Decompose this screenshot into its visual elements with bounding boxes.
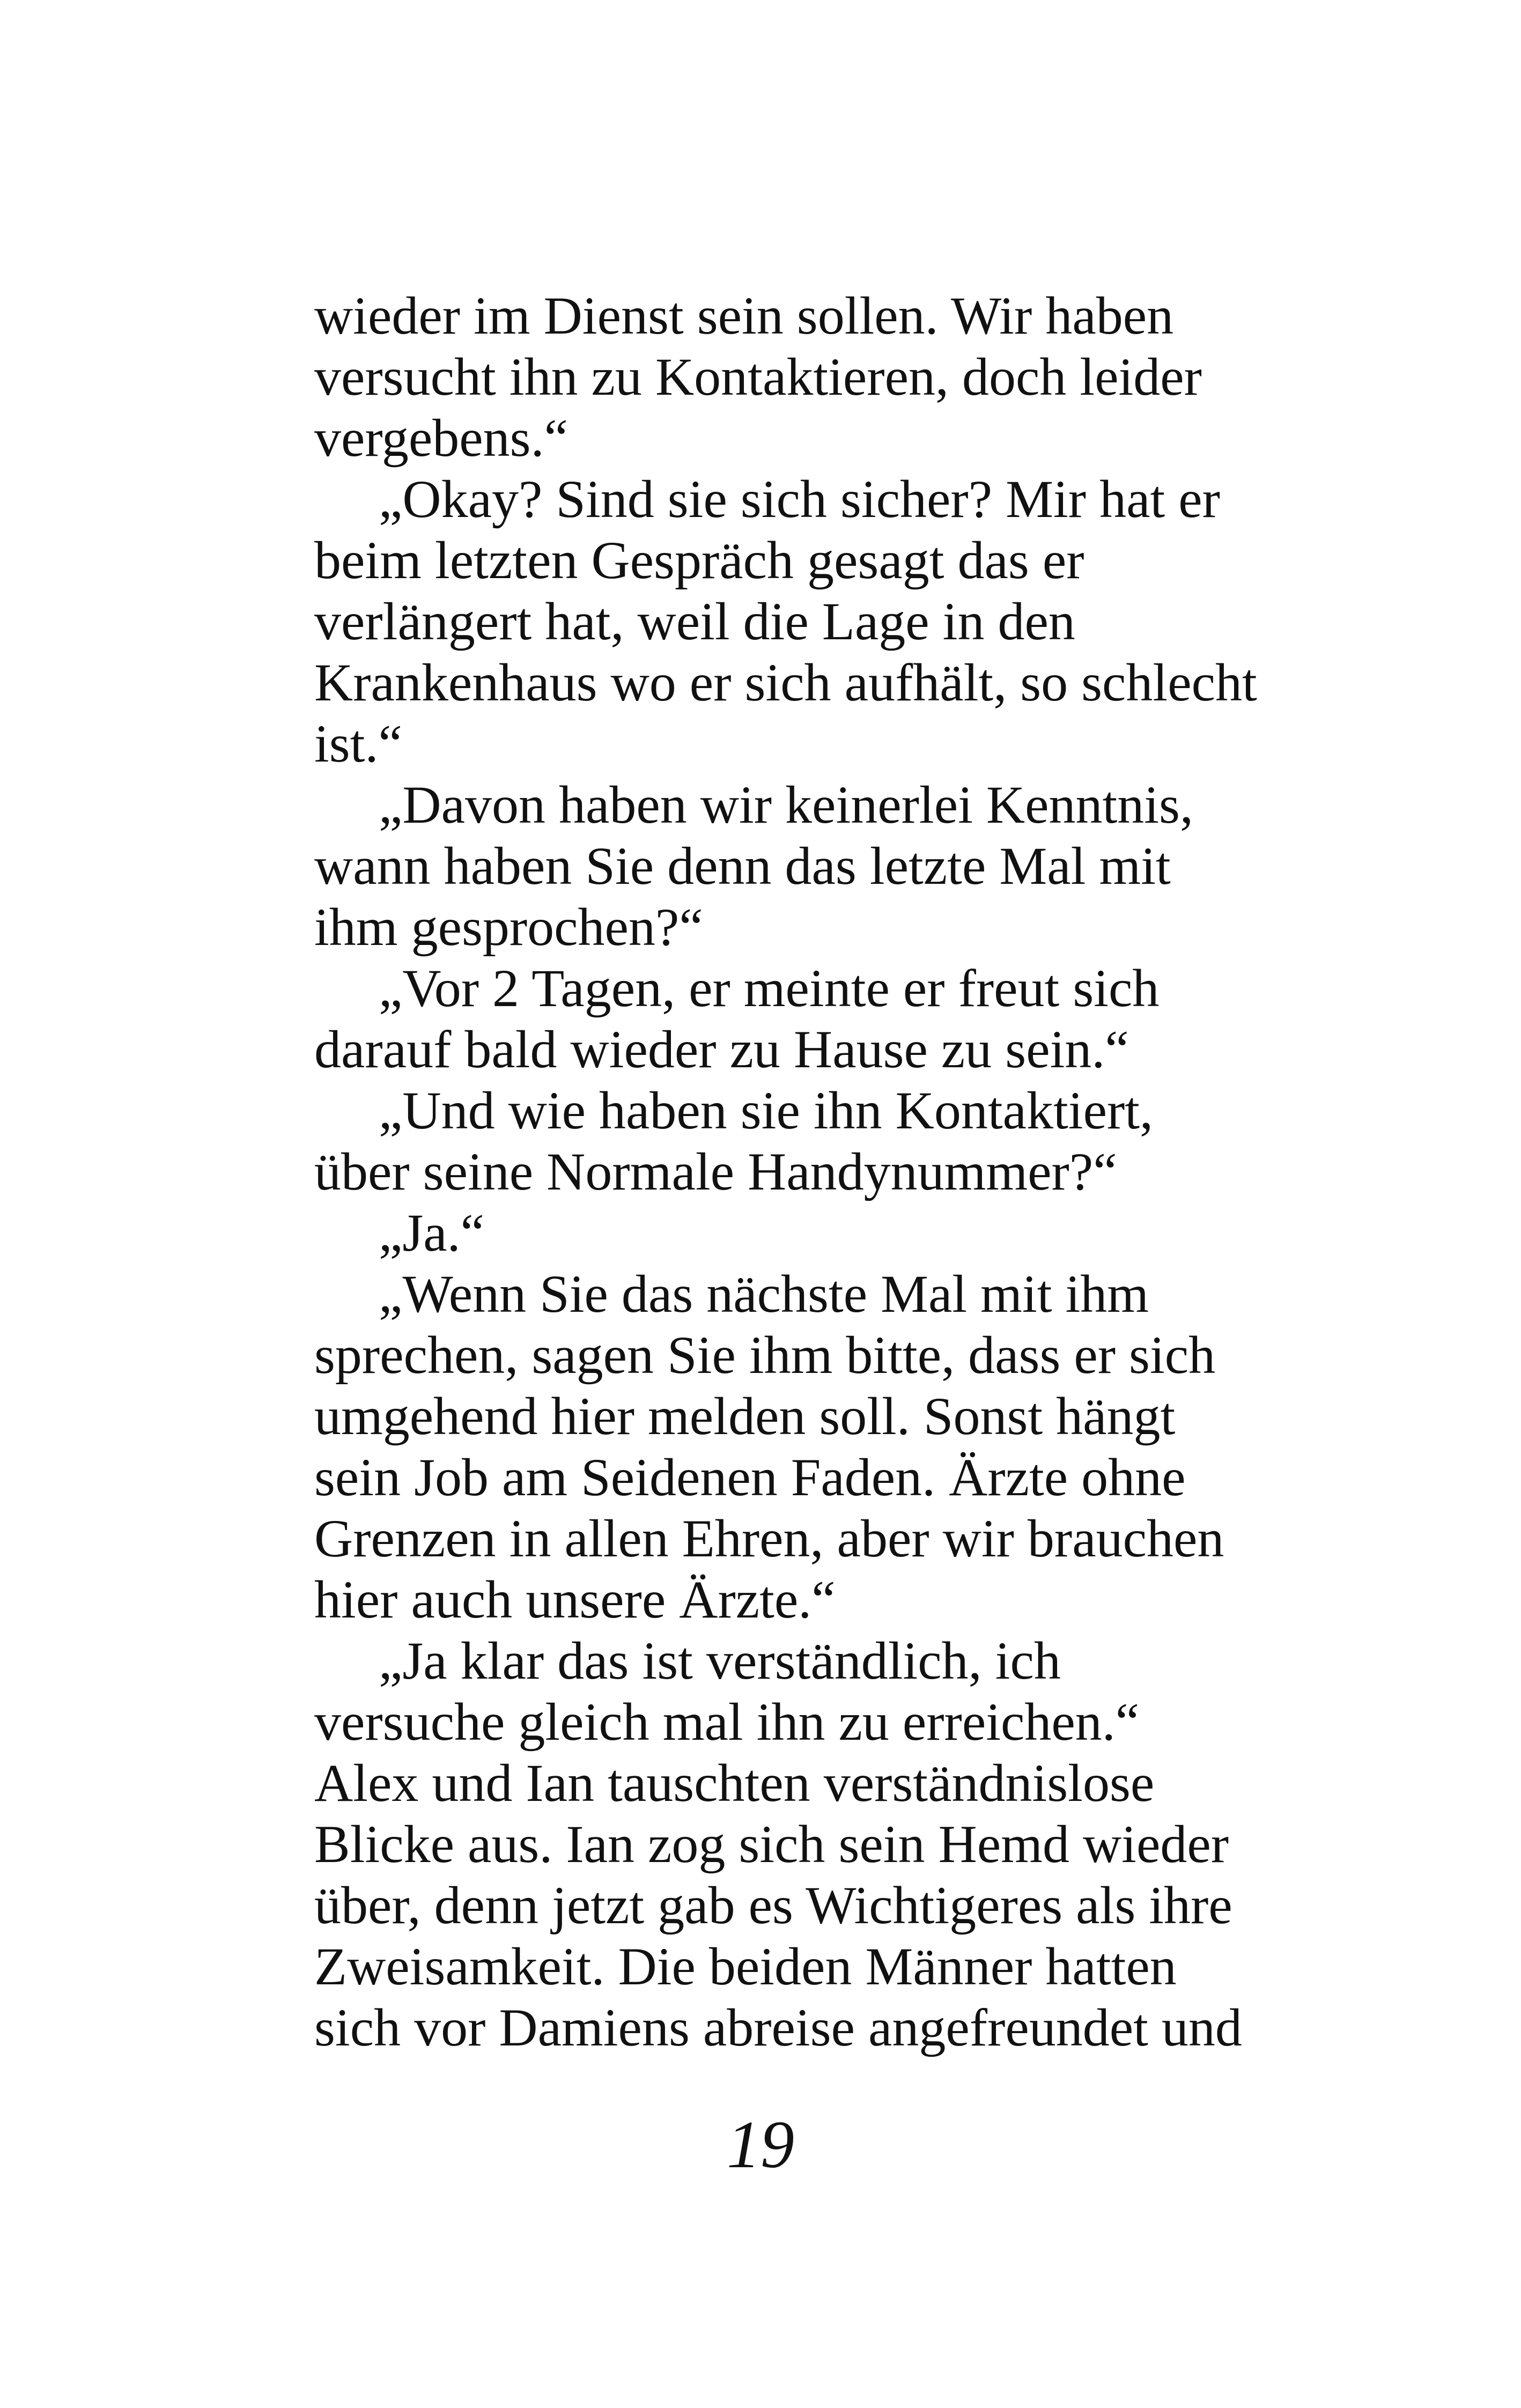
text-line: ihm gesprochen?“	[314, 897, 703, 957]
text-line: ist.“	[314, 714, 402, 773]
text-line: „Davon haben wir keinerlei Kenntnis,	[379, 775, 1193, 834]
text-line: versucht ihn zu Kontaktieren, doch leider	[314, 347, 1202, 407]
text-line: verlängert hat, weil die Lage in den	[314, 592, 1075, 651]
text-line: hier auch unsere Ärzte.“	[314, 1570, 836, 1629]
text-line: „Okay? Sind sie sich sicher? Mir hat er	[379, 469, 1220, 529]
text-line: „Und wie haben sie ihn Kontaktiert,	[379, 1081, 1154, 1140]
text-line: Krankenhaus wo er sich aufhält, so schlecht	[314, 653, 1257, 712]
text-line: „Ja.“	[379, 1203, 485, 1262]
text-line: Alex und Ian tauschten verständnislose	[314, 1753, 1155, 1813]
text-line: Blicke aus. Ian zog sich sein Hemd wieder	[314, 1814, 1229, 1874]
text-line: Zweisamkeit. Die beiden Männer hatten	[314, 1937, 1177, 1996]
text-line: über, denn jetzt gab es Wichtigeres als ihre	[314, 1875, 1232, 1935]
text-line: vergebens.“	[314, 408, 568, 468]
text-line: umgehend hier melden soll. Sonst hängt	[314, 1386, 1176, 1446]
text-line: Grenzen in allen Ehren, aber wir brauchen	[314, 1509, 1224, 1568]
text-line: sprechen, sagen Sie ihm bitte, dass er sich	[314, 1325, 1216, 1385]
text-line: sich vor Damiens abreise angefreundet und	[314, 1998, 1242, 2057]
text-line: „Vor 2 Tagen, er meinte er freut sich	[379, 958, 1160, 1018]
text-line: beim letzten Gespräch gesagt das er	[314, 530, 1084, 590]
text-line: „Wenn Sie das nächste Mal mit ihm	[379, 1264, 1149, 1324]
text-line: „Ja klar das ist verständlich, ich	[379, 1631, 1061, 1690]
text-line: wann haben Sie denn das letzte Mal mit	[314, 836, 1171, 896]
body-text	[314, 285, 1280, 2058]
text-line: sein Job am Seidenen Faden. Ärzte ohne	[314, 1447, 1186, 1507]
text-line: versuche gleich mal ihn zu erreichen.“	[314, 1692, 1140, 1752]
page-number: 19	[727, 2108, 794, 2182]
text-line: über seine Normale Handynummer?“	[314, 1142, 1117, 1201]
text-line: wieder im Dienst sein sollen. Wir haben	[314, 286, 1174, 345]
text-line: darauf bald wieder zu Hause zu sein.“	[314, 1020, 1129, 1079]
